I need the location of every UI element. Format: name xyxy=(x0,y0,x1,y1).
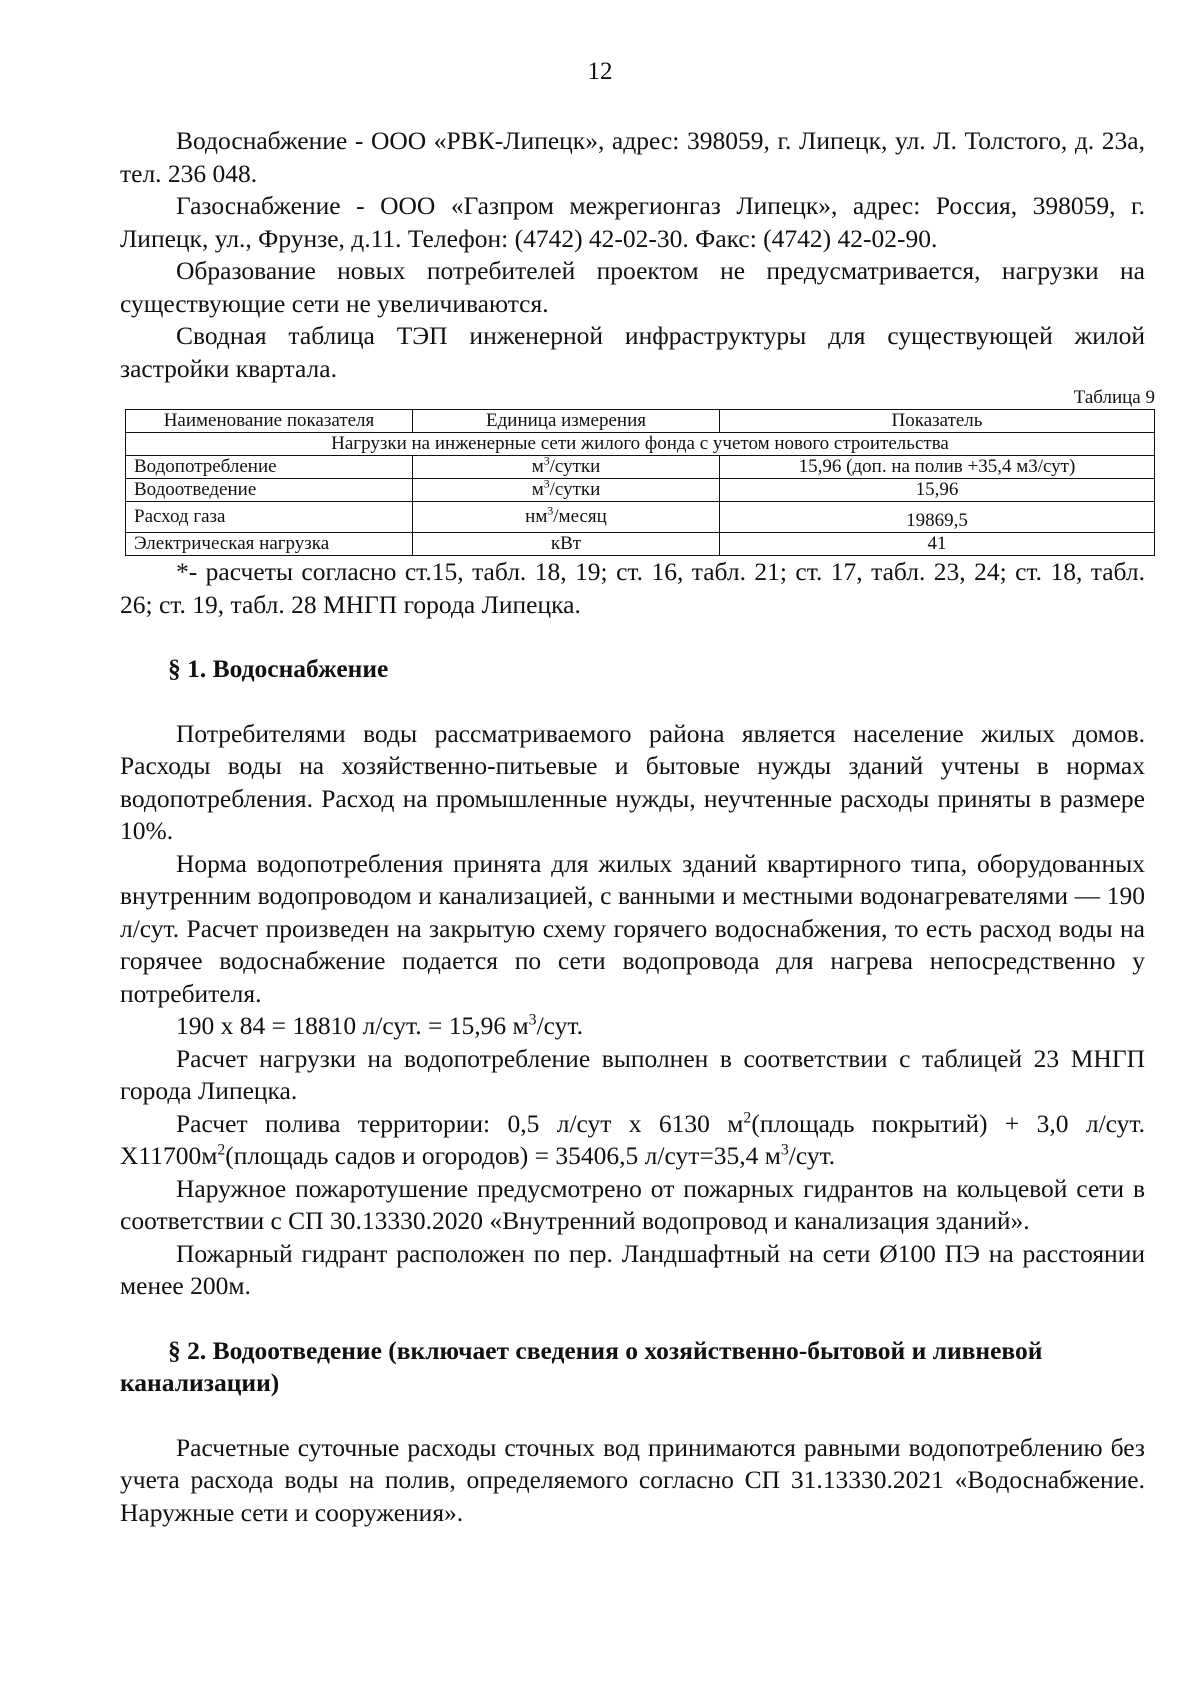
header-indicator-name: Наименование показателя xyxy=(126,410,413,433)
table-intro-paragraph: Сводная таблица ТЭП инженерной инфраструктуры для существующей жилой застройки квартала. xyxy=(120,321,1145,383)
row-name: Водоотведение xyxy=(126,479,413,502)
page-number: 12 xyxy=(587,58,613,85)
row-unit: $м^3$/сутки xyxy=(413,479,720,502)
row-value: 15,96 xyxy=(720,479,1155,502)
new-consumers-paragraph: Образование новых потребителей проектом не предусматривается, нагрузки на существующие сети не увеличиваются. xyxy=(120,256,1145,318)
row-name: Водопотребление xyxy=(126,456,413,479)
table-footnote: *- расчеты согласно ст.15, табл. 18, 19; ст. 16, табл. 21; ст. 17, табл. 23, 24; ст. 18, табл. 26; ст. 19, табл. 28 МНГП города Липецка. xyxy=(120,557,1145,619)
row-unit: кВт xyxy=(413,533,720,556)
table-row xyxy=(126,502,1155,533)
row-value: 41 xyxy=(720,533,1155,556)
section1-heading: § 1. Водоснабжение xyxy=(168,654,389,683)
table-row xyxy=(126,533,1155,556)
table-row xyxy=(126,479,1155,502)
table-row xyxy=(126,456,1155,479)
row-value: 19869,5 xyxy=(720,502,1155,533)
section2-heading: § 2. Водоотведение (включает сведения о хозяйственно-бытовой и ливневой канализации) xyxy=(120,1335,1043,1397)
section1-paragraph-consumers: Потребителями воды рассматриваемого района является население жилых домов. Расходы воды на хозяйственно-питьевые и бытовые нужды зданий учтены в нормах водопотребления. Расход на промышленные нужды, неучтенные расходы приняты в размере 10%. xyxy=(120,718,1145,845)
table-header-row xyxy=(126,410,1155,433)
row-unit: $м^3$/сутки xyxy=(413,456,720,479)
gas-supply-paragraph: Газоснабжение - ООО «Газпром межрегионгаз Липецк», адрес: Россия, 398059, г. Липецк, ул., Фрунзе, д.11. Телефон: (4742) 42-02-30. Факс: (4742) 42-02-90. xyxy=(120,191,1145,253)
row-value: 15,96 (доп. на полив +35,4 м3/сут) xyxy=(720,456,1155,479)
page-content xyxy=(120,125,1155,1529)
tep-table xyxy=(125,409,1155,556)
section1-formula: 190 х 84 = 18810 л/сут. = 15,96 $м^3$/сут. xyxy=(176,1011,583,1040)
table-caption: Таблица 9 xyxy=(1073,387,1155,408)
row-name: Расход газа xyxy=(126,502,413,533)
section2-paragraph-wastewater: Расчетные суточные расходы сточных вод принимаются равными водопотреблению без учета расхода воды на полив, определяемого согласно СП 31.13330.2021 «Водоснабжение. Наружные сети и сооружения». xyxy=(120,1432,1145,1527)
table-span-row xyxy=(126,433,1155,456)
row-unit: $нм^3$/месяц xyxy=(413,502,720,533)
water-supply-paragraph: Водоснабжение - ООО «РВК-Липецк», адрес: 398059, г. Липецк, ул. Л. Толстого, д. 23а, тел. 236 048. xyxy=(120,126,1145,188)
row-name: Электрическая нагрузка xyxy=(126,533,413,556)
header-value: Показатель xyxy=(720,410,1155,433)
section1-paragraph-norm: Норма водопотребления принята для жилых зданий квартирного типа, оборудованных внутренним водопроводом и канализацией, с ванными и местными водонагревателями — 190 л/сут. Расчет произведен на закрытую схему горячего водоснабжения, то есть расход воды на горячее водоснабжение подается по сети водопровода для нагрева непосредственно у потребителя. xyxy=(120,848,1145,1008)
section1-paragraph-irrigation: Расчет полива территории: 0,5 л/сут х 6130 $м^2(площадь$ покрытий) + 3,0 л/сут. $Х11700м^2(площадь$ садов и огородов) = 35406,5 л/сут=35,4 $м^3$/сут. xyxy=(120,1108,1145,1170)
header-unit: Единица измерения xyxy=(413,410,720,433)
section1-paragraph-firefighting: Наружное пожаротушение предусмотрено от пожарных гидрантов на кольцевой сети в соответствии с СП 30.13330.2020 «Внутренний водопровод и канализация зданий». xyxy=(120,1173,1145,1235)
table-span-label: Нагрузки на инженерные сети жилого фонда с учетом нового строительства xyxy=(126,433,1155,456)
section1-paragraph-hydrant: Пожарный гидрант расположен по пер. Ландшафтный на сети Ø100 ПЭ на расстоянии менее 200м. xyxy=(120,1238,1145,1300)
section1-paragraph-load: Расчет нагрузки на водопотребление выполнен в соответствии с таблицей 23 МНГП города Липецка. xyxy=(120,1043,1145,1105)
